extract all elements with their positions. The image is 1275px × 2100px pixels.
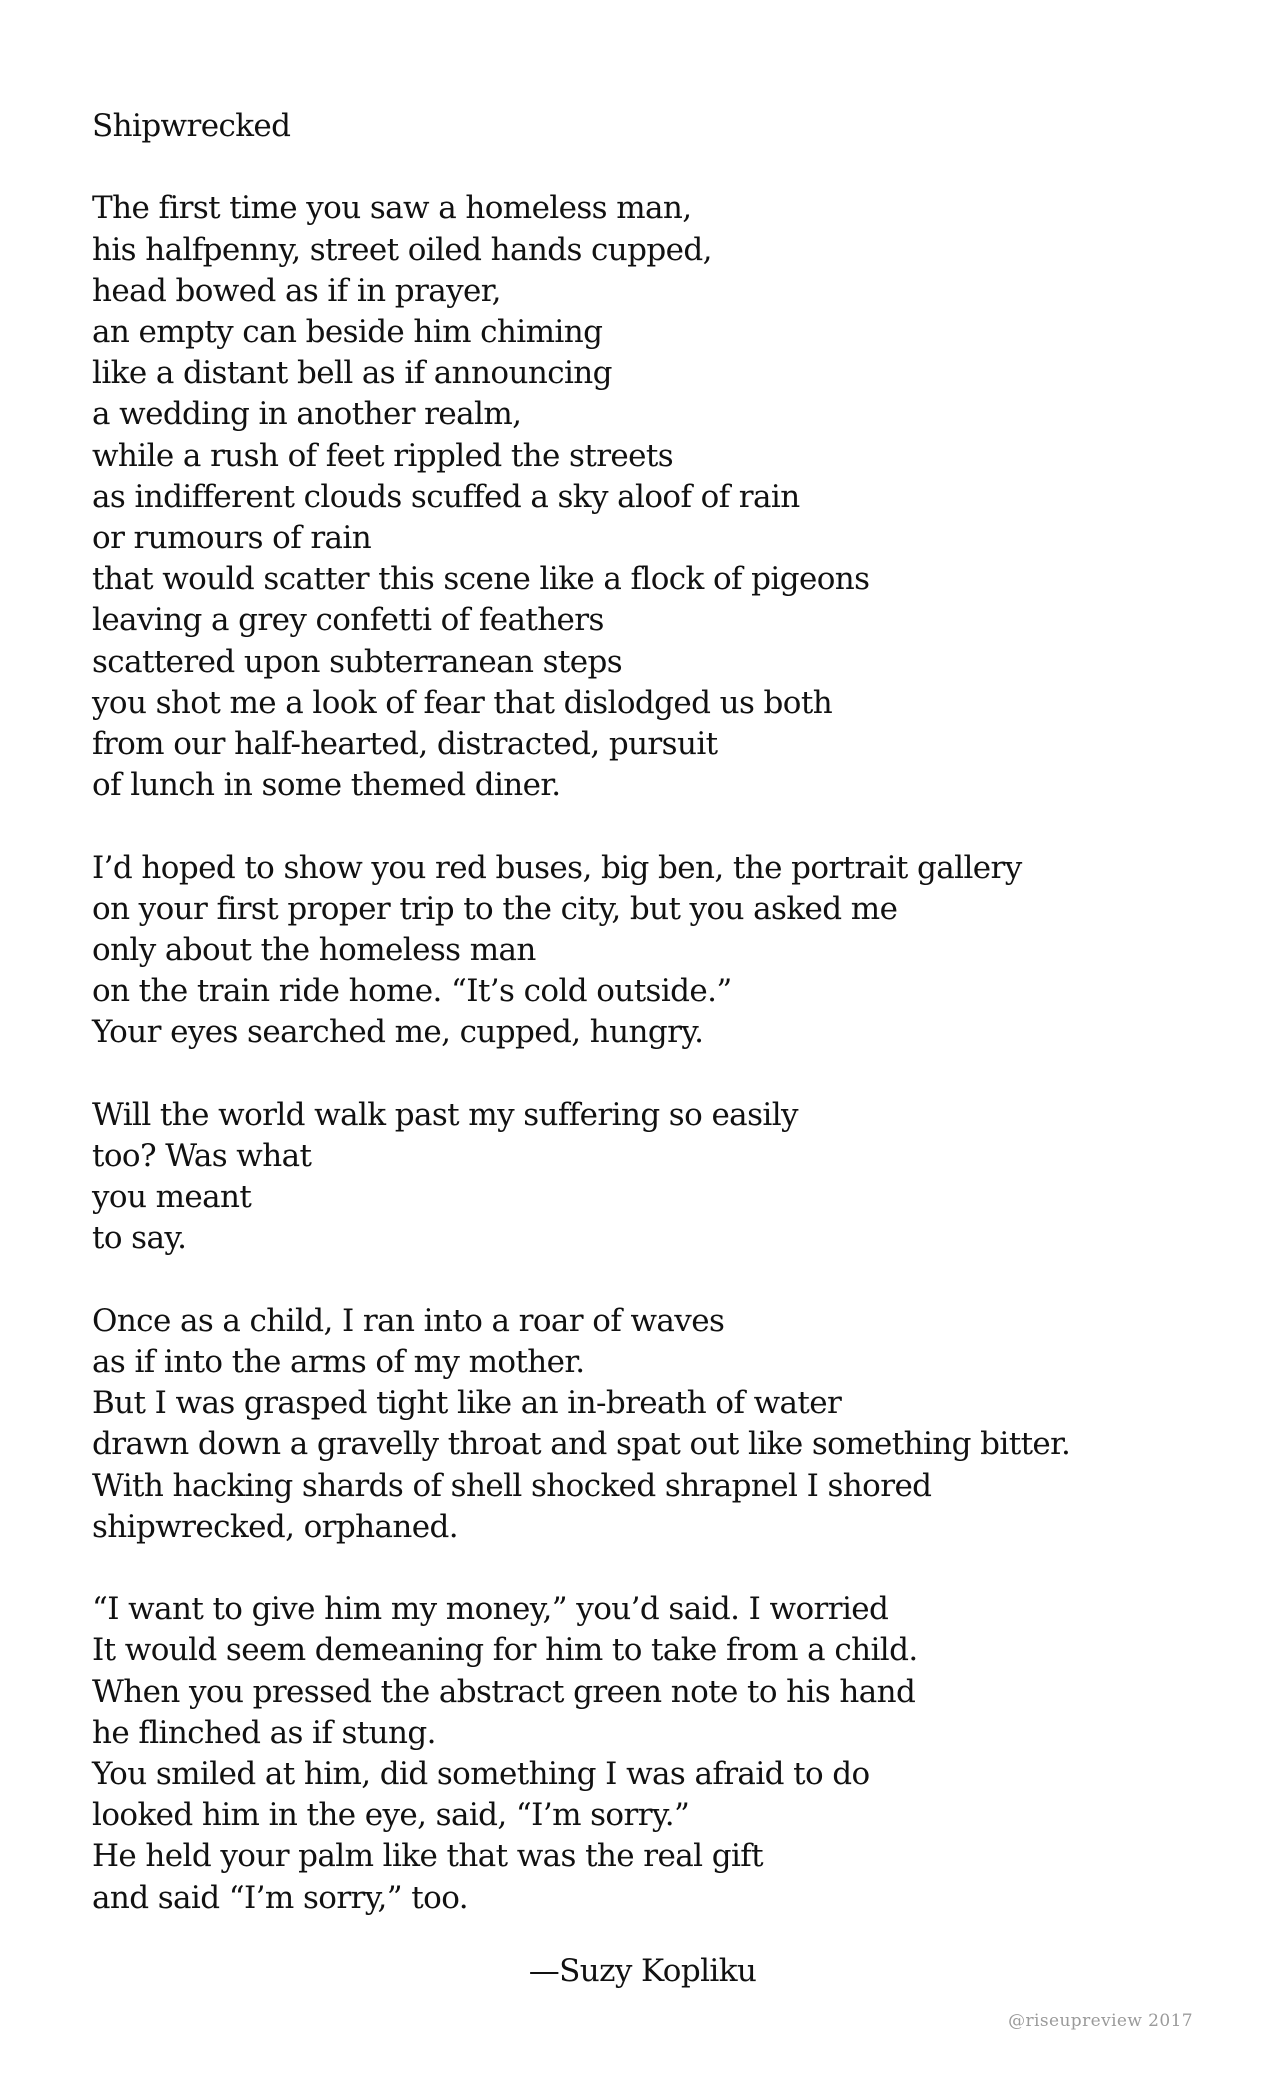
poem-line: an empty can beside him chiming [92,314,603,350]
poem-line: he flinched as if stung. [92,1714,436,1751]
poem-line: on the train ride home. “It’s cold outside.” [92,973,732,1010]
poem-line: Once as a child, I ran into a roar of waves [92,1302,725,1339]
poem-line: looked him in the eye, said, “I’m sorry.” [92,1797,690,1834]
poem-line: But I was grasped tight like an in-breath of water [92,1385,842,1422]
poem-line: Will the world walk past my suffering so easily [92,1096,798,1133]
poem-line: on your first proper trip to the city, but you asked me [92,890,898,927]
poem-line: Your eyes searched me, cupped, hungry. [92,1014,704,1051]
author-attribution: —Suzy Kopliku [528,1953,757,1989]
poem-line: you meant [92,1179,252,1216]
poem-line: With hacking shards of shell shocked shrapnel I shored [92,1467,932,1504]
stanza [92,1095,1212,1260]
poem-line: You smiled at him, did something I was afraid to do [92,1756,870,1793]
poem-line: The first time you saw a homeless man, [92,190,692,227]
poem-line: It would seem demeaning for him to take from a child. [92,1632,918,1669]
poem-line: shipwrecked, orphaned. [92,1508,458,1545]
poem-line: a wedding in another realm, [92,396,522,433]
poem-line: only about the homeless man [92,932,536,969]
poem-line: from our half-hearted, distracted, pursuit [92,726,718,763]
poem [92,106,1212,1960]
poem-line: head bowed as if in prayer, [92,272,501,309]
poem-line: as indifferent clouds scuffed a sky aloof of rain [92,478,800,515]
poem-line: as if into the arms of my mother. [92,1344,585,1381]
poem-line: like a distant bell as if announcing [92,355,612,392]
poem-line: of lunch in some themed diner. [92,767,561,804]
stanza [92,848,1212,1054]
poem-line: that would scatter this scene like a flock of pigeons [92,561,870,598]
poem-line: scattered upon subterranean steps [92,643,623,680]
poem-title: Shipwrecked [92,108,291,144]
poem-line: “I want to give him my money,” you’d said. I worried [92,1591,889,1628]
poem-line: too? Was what [92,1138,312,1175]
poem-line: his halfpenny, street oiled hands cupped, [92,231,712,268]
poem-line: drawn down a gravelly throat and spat out like something bitter. [92,1426,1071,1463]
poem-line: while a rush of feet rippled the streets [92,437,674,474]
poem-line: and said “I’m sorry,” too. [92,1879,469,1916]
poem-line: you shot me a look of fear that dislodged us both [92,684,833,721]
poem-line: He held your palm like that was the real gift [92,1838,763,1875]
poem-line: to say. [92,1220,187,1257]
poem-line: leaving a grey confetti of feathers [92,602,604,639]
stanza [92,1589,1212,1919]
poem-line: or rumours of rain [92,520,372,557]
stanza [92,1301,1212,1548]
watermark: @riseupreview 2017 [1008,2011,1193,2031]
poem-body [92,188,1212,1918]
poem-line: I’d hoped to show you red buses, big ben, the portrait gallery [92,849,1022,886]
stanza [92,188,1212,806]
poem-line: When you pressed the abstract green note to his hand [92,1673,916,1710]
